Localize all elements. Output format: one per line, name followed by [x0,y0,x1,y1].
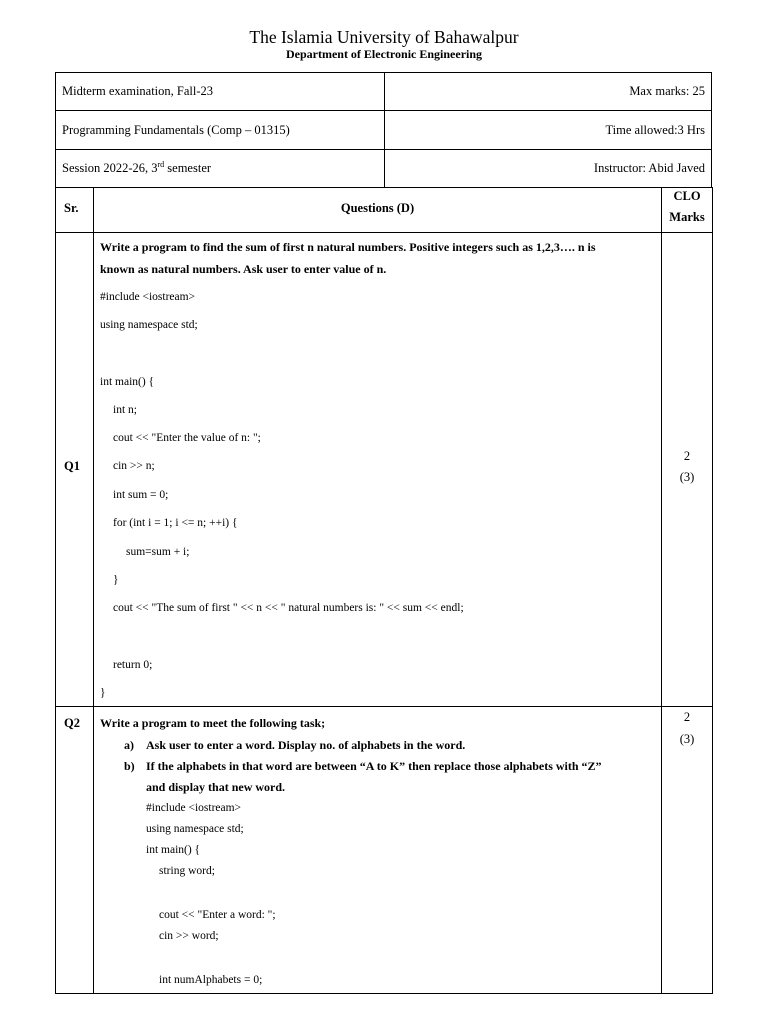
session-suffix: semester [164,161,212,175]
exam-name: Midterm examination, Fall-23 [62,84,214,98]
department-name: Department of Electronic Engineering [285,47,483,61]
q2-code-line: cin >> word; [159,930,219,942]
q1-clo: 2 [683,449,691,463]
q2-code-line: string word; [159,865,215,877]
session-ordinal: rd [157,159,165,169]
col-header-questions: Questions (D) [340,201,415,215]
time-allowed: Time allowed:3 Hrs [605,123,705,137]
info-divider [384,72,385,188]
col-divider-marks [661,187,662,994]
q1-code-line: sum=sum + i; [126,546,190,558]
q1-prompt: Write a program to find the sum of first n natural numbers. Positive integers such as 1,2,3…. n is [100,240,596,254]
q1-code-line: cout << "The sum of first " << n << " natural numbers is: " << sum << endl; [113,602,464,614]
instructor-name: Instructor: Abid Javed [593,161,705,175]
q2-code-line: #include <iostream> [146,802,242,814]
q2-prompt: Write a program to meet the following task; [100,716,326,730]
col-divider-sr [93,187,94,994]
col-header-clo: CLO [673,189,701,203]
q1-code-line: } [100,687,106,699]
q1-code-line: int main() { [100,376,155,388]
header-row-divider [55,232,713,233]
session-text: Session 2022-26, 3 [62,161,158,175]
q2-part-b: If the alphabets in that word are between “A to K” then replace those alphabets with “Z” [146,759,602,773]
q1-code-line: int n; [113,404,137,416]
course-name: Programming Fundamentals (Comp – 01315) [62,123,290,137]
info-row-divider [55,149,712,150]
q1-code-line: } [113,574,119,586]
q1-prompt: known as natural numbers. Ask user to enter value of n. [100,262,387,276]
q1-code-line: return 0; [113,659,153,671]
col-header-sr: Sr. [64,201,79,215]
q2-part-b-label: b) [124,759,135,773]
q1-code-line: using namespace std; [100,319,198,331]
q2-marks: (3) [679,732,695,746]
q1-code-line: #include <iostream> [100,291,196,303]
q1-code-line: cout << "Enter the value of n: "; [113,432,261,444]
q2-part-b: and display that new word. [146,780,286,794]
q2-part-a: Ask user to enter a word. Display no. of alphabets in the word. [146,738,466,752]
q2-code-line: cout << "Enter a word: "; [159,909,276,921]
q2-part-a-label: a) [124,738,134,752]
q2-code-line: int numAlphabets = 0; [159,974,263,986]
q1-marks: (3) [679,470,695,484]
questions-table [55,187,713,994]
q1-code-line: cin >> n; [113,460,155,472]
info-row-divider [55,110,712,111]
q1-code-line: for (int i = 1; i <= n; ++i) { [113,517,238,529]
q2-code-line: int main() { [146,844,201,856]
q1-label: Q1 [64,459,80,473]
q1-code-line: int sum = 0; [113,489,169,501]
q2-code-line: using namespace std; [146,823,244,835]
col-header-marks: Marks [669,210,705,224]
q2-label: Q2 [64,716,80,730]
q2-clo: 2 [683,710,691,724]
university-title: The Islamia University of Bahawalpur [249,27,519,47]
session-info [62,160,211,176]
max-marks: Max marks: 25 [629,84,705,98]
q1-row-divider [55,706,713,707]
